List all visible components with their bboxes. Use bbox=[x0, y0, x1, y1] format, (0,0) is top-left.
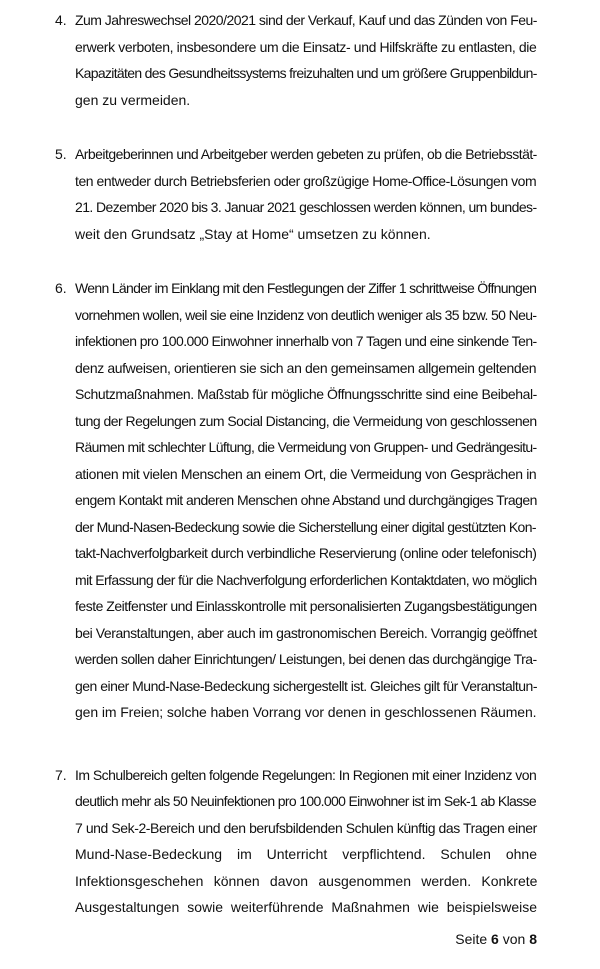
page-separator: von bbox=[502, 930, 526, 947]
text-line: Infektionsgeschehen können davon ausgenommen werden. Konkrete bbox=[75, 872, 538, 889]
text-line: gen einer Mund-Nase-Bedeckung sichergestellt ist. Gleiches gilt für Veranstaltun- bbox=[75, 677, 537, 694]
text-line: Mund-Nase-Bedeckung im Unterricht verpflichtend. Schulen ohne bbox=[75, 846, 537, 862]
text-line: denz aufweisen, orientieren sie sich an den gemeinsamen allgemein geltenden bbox=[75, 359, 537, 376]
text-line: feste Zeitfenster und Einlasskontrolle mit personalisierten Zugangsbestätigungen bbox=[75, 598, 537, 614]
list-item-6 bbox=[55, 275, 537, 726]
text-line: vornehmen wollen, weil sie eine Inzidenz von deutlich weniger als 35 bzw. 50 Neu- bbox=[75, 306, 537, 323]
page-number-footer bbox=[55, 929, 537, 969]
text-line: der Mund-Nasen-Bedeckung sowie die Sicherstellung einer digital gestützten Kon- bbox=[75, 518, 536, 535]
text-line: Kapazitäten des Gesundheitssystems freizuhalten und um größere Gruppenbildun- bbox=[75, 65, 537, 81]
list-number: 4. bbox=[55, 12, 67, 28]
total-pages-number: 8 bbox=[529, 930, 537, 947]
list-item-5 bbox=[55, 141, 537, 247]
text-line: weit den Grundsatz „Stay at Home“ umsetzen zu können. bbox=[75, 225, 431, 242]
text-line: bei Veranstaltungen, aber auch im gastronomischen Bereich. Vorrangig geöffnet bbox=[75, 624, 537, 641]
text-line: tung der Regelungen zum Social Distancing, die Vermeidung von geschlossenen bbox=[75, 412, 537, 429]
list-item-7 bbox=[55, 762, 537, 921]
text-line: mit Erfassung der für die Nachverfolgung erforderlichen Kontaktdaten, wo möglich bbox=[75, 571, 537, 588]
text-line: erwerk verboten, insbesondere um die Einsatz- und Hilfskräfte zu entlasten, die bbox=[75, 38, 537, 55]
text-line: Zum Jahreswechsel 2020/2021 sind der Verkauf, Kauf und das Zünden von Feu- bbox=[75, 12, 537, 28]
text-line: deutlich mehr als 50 Neuinfektionen pro 100.000 Einwohner ist im Sek-1 ab Klasse bbox=[75, 793, 536, 809]
list-item-4 bbox=[55, 7, 537, 113]
text-line: Im Schulbereich gelten folgende Regelungen: In Regionen mit einer Inzidenz von bbox=[75, 766, 537, 783]
text-line: ationen mit vielen Menschen an einem Ort, die Vermeidung von Gesprächen in bbox=[75, 465, 537, 482]
text-line: gen zu vermeiden. bbox=[75, 91, 191, 108]
text-line: Räumen mit schlechter Lüftung, die Vermeidung von Gruppen- und Gedrängesitu- bbox=[75, 439, 537, 455]
text-line: Arbeitgeberinnen und Arbeitgeber werden gebeten zu prüfen, ob die Betriebsstät- bbox=[75, 146, 537, 162]
text-line: engem Kontakt mit anderen Menschen ohne Abstand und durchgängiges Tragen bbox=[75, 492, 537, 508]
paragraph bbox=[75, 762, 537, 921]
text-line: ten entweder durch Betriebsferien oder großzügige Home-Office-Lösungen vom bbox=[75, 172, 537, 189]
paragraph bbox=[75, 7, 537, 113]
current-page-number: 6 bbox=[491, 930, 499, 947]
text-line: infektionen pro 100.000 Einwohner innerhalb von 7 Tagen und eine sinkende Ten- bbox=[75, 333, 537, 349]
text-line: 21. Dezember 2020 bis 3. Januar 2021 geschlossen werden können, um bundes- bbox=[75, 199, 537, 215]
text-line: takt-Nachverfolgbarkeit durch verbindliche Reservierung (online oder telefonisch) bbox=[75, 545, 537, 561]
text-line: gen im Freien; solche haben Vorrang vor denen in geschlossenen Räumen. bbox=[75, 704, 537, 720]
list-number: 7. bbox=[55, 766, 67, 783]
text-line: Wenn Länder im Einklang mit den Festlegungen der Ziffer 1 schrittweise Öffnungen bbox=[75, 280, 537, 296]
paragraph bbox=[75, 275, 537, 726]
text-line: Ausgestaltungen sowie weiterführende Maßnahmen wie beispielsweise bbox=[75, 899, 538, 915]
text-line: werden sollen daher Einrichtungen/ Leistungen, bei denen das durchgängige Tra- bbox=[75, 651, 537, 667]
list-number: 6. bbox=[55, 280, 67, 296]
text-line: Schutzmaßnahmen. Maßstab für mögliche Öffnungsschritte sind eine Beibehal- bbox=[75, 386, 537, 402]
page-label: Seite bbox=[455, 930, 488, 947]
text-line: 7 und Sek-2-Bereich und den berufsbildenden Schulen künftig das Tragen einer bbox=[75, 819, 537, 836]
list-number: 5. bbox=[55, 146, 67, 162]
paragraph bbox=[75, 141, 537, 247]
